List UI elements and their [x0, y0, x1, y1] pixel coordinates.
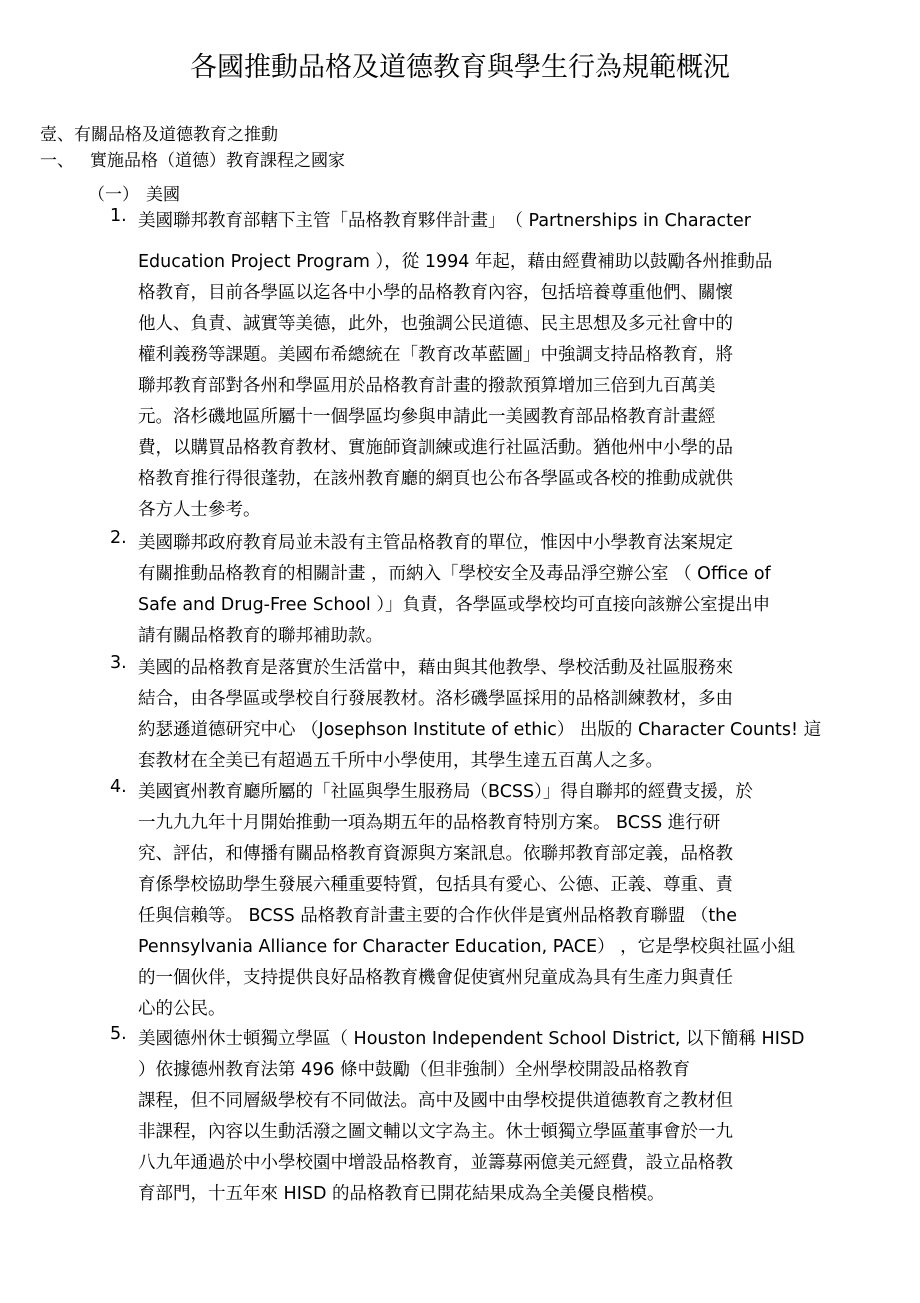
paragraph-line: 育係學校協助學生發展六種重要特質，包括具有愛心、公德、正義、尊重、責	[138, 875, 733, 895]
paragraph-line: 費，以購買品格教育教材、實施師資訓練或進行社區活動。猶他州中小學的品	[138, 438, 733, 458]
paragraph-line: 心的公民。	[138, 999, 226, 1019]
paragraph-line: 有關推動品格教育的相關計畫 ，而納入「學校安全及毒品淨空辦公室 （ Office of	[138, 564, 771, 584]
list-item	[110, 1024, 910, 1210]
paragraph-line: 格教育推行得很蓬勃，在該州教育廳的網頁也公布各學區或各校的推動成就供	[138, 469, 733, 489]
subsection-text: 實施品格（道德）教育課程之國家	[90, 151, 345, 171]
subsection-heading	[40, 150, 345, 172]
country-heading	[88, 184, 180, 206]
paragraph-line: 育部門，十五年來 HISD 的品格教育已開花結果成為全美優良楷模。	[138, 1184, 665, 1204]
paragraph-line: ）依據德州教育法第 496 條中鼓勵（但非強制）全州學校開設品格教育	[138, 1060, 691, 1080]
country-number: （一）	[88, 185, 139, 205]
paragraph-line: Safe and Drug-Free School ）」負責，各學區或學校均可直接向該辦公室提出申	[138, 595, 771, 615]
paragraph-line: 課程，但不同層級學校有不同做法。高中及國中由學校提供道德教育之教材但	[138, 1091, 733, 1111]
paragraph-line: 八九年通過於中小學校園中增設品格教育，並籌募兩億美元經費，設立品格教	[138, 1153, 733, 1173]
paragraph-line: 權利義務等課題。美國布希總統在「教育改革藍圖」中強調支持品格教育，將	[138, 345, 733, 365]
paragraph-line: 非課程，內容以生動活潑之圖文輔以文字為主。休士頓獨立學區董事會於一九	[138, 1122, 733, 1142]
document-title: 各國推動品格及道德教育與學生行為規範概況	[190, 52, 730, 83]
paragraph-line: 美國聯邦政府教育局並未設有主管品格教育的單位，惟因中小學教育法案規定	[138, 533, 733, 553]
paragraph-line: 格教育，目前各學區以迄各中小學的品格教育內容，包括培養尊重他們、關懷	[138, 283, 733, 303]
paragraph-line: 究、評估，和傳播有關品格教育資源與方案訊息。依聯邦教育部定義，品格教	[138, 844, 733, 864]
paragraph-line: 美國賓州教育廳所屬的「社區與學生服務局（BCSS）」得自聯邦的經費支援，於	[138, 782, 753, 802]
item-number: 5.	[110, 1024, 127, 1044]
paragraph-line: 他人、負責、誠實等美德，此外，也強調公民道德、民主思想及多元社會中的	[138, 314, 733, 334]
paragraph-line: 的一個伙伴，支持提供良好品格教育機會促使賓州兒童成為具有生產力與責任	[138, 968, 733, 988]
item-number: 2.	[110, 528, 127, 548]
list-item	[110, 528, 910, 652]
paragraph-line: 美國的品格教育是落實於生活當中，藉由與其他教學、學校活動及社區服務來	[138, 658, 733, 678]
list-item	[110, 777, 910, 1025]
paragraph-line: 請有關品格教育的聯邦補助款。	[138, 626, 383, 646]
paragraph-line: 一九九九年十月開始推動一項為期五年的品格教育特別方案。 BCSS 進行研	[138, 813, 721, 833]
list-item	[110, 206, 910, 526]
paragraph-line: 套教材在全美已有超過五千所中小學使用，其學生達五百萬人之多。	[138, 751, 663, 771]
subsection-number: 一、	[40, 151, 74, 171]
item-number: 1.	[110, 206, 127, 226]
paragraph-line: Education Project Program ），從 1994 年起，藉由經費補助以鼓勵各州推動品	[138, 252, 773, 272]
country-text: 美國	[146, 185, 180, 205]
paragraph-line: 美國聯邦教育部轄下主管「品格教育夥伴計畫」 （ Partnerships in Character	[138, 211, 751, 231]
paragraph-line: 聯邦教育部對各州和學區用於品格教育計畫的撥款預算增加三倍到九百萬美	[138, 376, 716, 396]
item-number: 4.	[110, 777, 127, 797]
paragraph-line: 任與信賴等。 BCSS 品格教育計畫主要的合作伙伴是賓州品格教育聯盟 （the	[138, 906, 738, 926]
section-heading: 壹、有關品格及道德教育之推動	[40, 125, 278, 145]
paragraph-line: 美國德州休士頓獨立學區（ Houston Independent School District, 以下簡稱 HISD	[138, 1029, 805, 1049]
paragraph-line: 各方人士參考。	[138, 500, 261, 520]
paragraph-line: Pennsylvania Alliance for Character Education, PACE） ，它是學校與社區小組	[138, 937, 796, 957]
list-item	[110, 653, 910, 777]
paragraph-line: 元。洛杉磯地區所屬十一個學區均參與申請此一美國教育部品格教育計畫經	[138, 407, 716, 427]
paragraph-line: 結合，由各學區或學校自行發展教材。洛杉磯學區採用的品格訓練教材，多由	[138, 689, 733, 709]
paragraph-line: 約瑟遜道德研究中心 （Josephson Institute of ethic） 出版的 Character Counts! 這	[138, 720, 822, 740]
item-number: 3.	[110, 653, 127, 673]
